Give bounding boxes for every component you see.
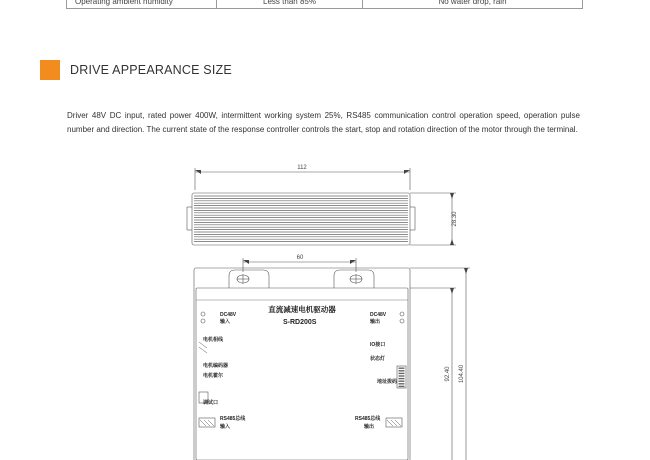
- section-title: DRIVE APPEARANCE SIZE: [70, 63, 232, 77]
- dim-total-width: 112: [297, 165, 307, 171]
- dip-switch-position: [399, 378, 405, 379]
- label-dc-input-1: DC48V: [220, 312, 237, 318]
- label-address-switch: 地址拨码: [377, 379, 398, 385]
- label-rs485-input-2: 输入: [220, 424, 231, 430]
- label-status-led: 状态灯: [370, 356, 386, 362]
- section-description: Driver 48V DC input, rated power 400W, intermittent working system 25%, RS485 communication control operation speed, operation pulse number and direction. The current state of the response controller controls the start, stop and rotation direction of the motor through the terminal.: [67, 111, 580, 134]
- spec-remark-cell: No water drop, rain: [438, 0, 507, 6]
- dip-switch-position: [399, 373, 405, 374]
- label-rs485-output-2: 输出: [364, 424, 375, 430]
- label-dc-input-2: 输入: [220, 319, 231, 325]
- spec-value-cell: Less than 85%: [217, 0, 363, 8]
- label-motor-hall: 电机霍尔: [203, 373, 224, 379]
- dim-hole-spacing: 60: [296, 255, 304, 261]
- label-debug-port: 调试口: [203, 400, 219, 406]
- dip-switch-position: [399, 370, 405, 371]
- dip-switch-position: [399, 368, 405, 369]
- label-motor-phase: 电机相线: [203, 337, 224, 343]
- dip-switch-position: [399, 383, 405, 384]
- dip-switch-position: [399, 381, 405, 382]
- label-dc-output-2: 输出: [370, 319, 381, 325]
- dip-switch-position: [399, 375, 405, 376]
- label-io-port: IO接口: [370, 342, 386, 348]
- label-dc-output-1: DC48V: [370, 312, 387, 318]
- product-name: 直流减速电机驱动器: [268, 305, 336, 314]
- label-rs485-input-1: RS485总线: [220, 416, 246, 422]
- dim-inner-height: 92.40: [445, 366, 451, 382]
- label-motor-encoder: 电机编码器: [203, 363, 229, 369]
- product-model: S-RD200S: [283, 319, 317, 326]
- label-rs485-output-1: RS485总线: [355, 416, 381, 422]
- dip-switch-position: [399, 386, 405, 387]
- spec-parameter-cell: Operating ambient humidity: [67, 0, 217, 8]
- dim-side-height: 28.30: [452, 211, 458, 227]
- dim-outer-height: 104.40: [459, 364, 465, 384]
